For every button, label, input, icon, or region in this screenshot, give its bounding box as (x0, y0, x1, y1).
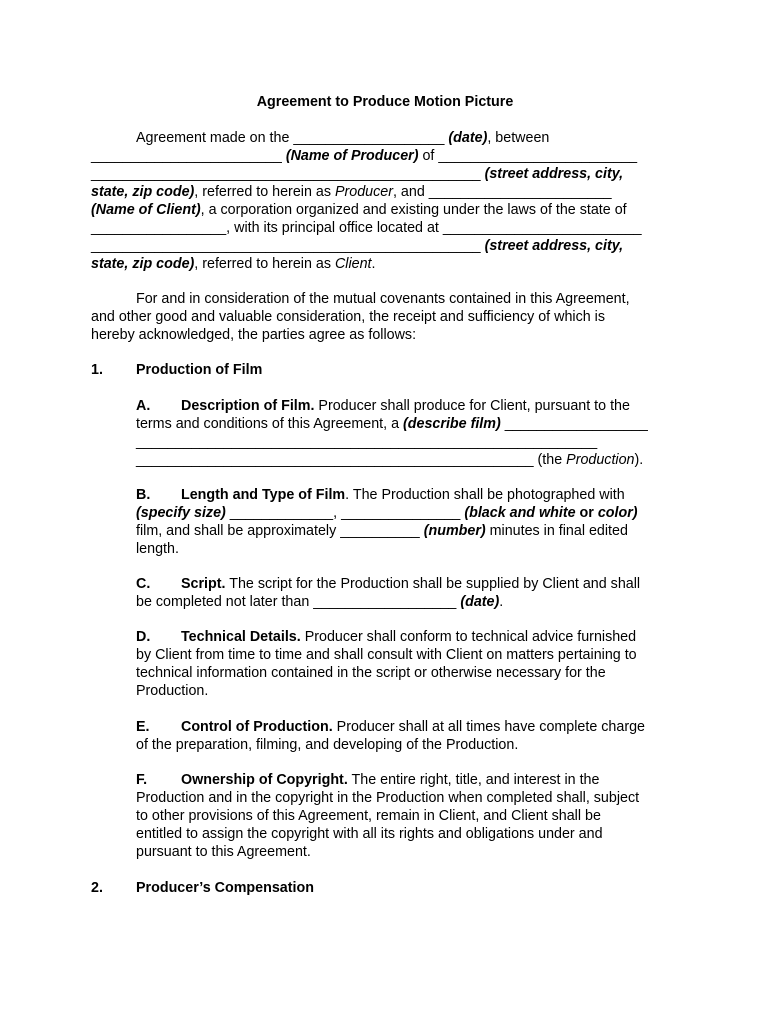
clause-f-line-1: Ownership of Copyright. The entire right, title, and interest in the (181, 772, 600, 788)
consideration-line-3: hereby acknowledged, the parties agree as follows: (91, 327, 417, 343)
clause-b-line-2: (specify size) _____________, _______________ (black and white or color) (136, 505, 638, 521)
clause-a-letter: A. (136, 398, 151, 414)
clause-f-line-5: pursuant to this Agreement. (136, 844, 311, 860)
section-1-heading: Production of Film (136, 362, 263, 378)
clause-f-line-4: entitled to assign the copyright with all its rights and obligations under and (136, 826, 603, 842)
intro-line-2: ________________________ (Name of Producer) of _________________________ (91, 148, 638, 164)
clause-f-letter: F. (136, 772, 148, 788)
clause-d-letter: D. (136, 629, 151, 645)
clause-a-line-1: Description of Film. Producer shall produce for Client, pursuant to the (181, 398, 630, 414)
section-1-number: 1. (91, 362, 103, 378)
clause-d-line-2: by Client from time to time and shall consult with Client on matters pertaining to (136, 647, 637, 663)
clause-a-line-3: __________________________________________________________ (136, 434, 598, 450)
clause-d-line-4: Production. (136, 683, 209, 699)
clause-b-line-1: Length and Type of Film. The Production shall be photographed with (181, 487, 625, 503)
clause-b-letter: B. (136, 487, 151, 503)
clause-d-line-1: Technical Details. Producer shall conform to technical advice furnished (181, 629, 637, 645)
intro-line-7: _________________________________________________ (street address, city, (91, 238, 624, 254)
section-2-number: 2. (91, 880, 103, 896)
clause-c-line-2: be completed not later than __________________ (date). (136, 594, 504, 610)
clause-b-line-4: length. (136, 541, 179, 557)
clause-e-line-1: Control of Production. Producer shall at all times have complete charge (181, 719, 645, 735)
clause-c-line-1: Script. The script for the Production shall be supplied by Client and shall (181, 576, 641, 592)
clause-e-letter: E. (136, 719, 150, 735)
clause-c-letter: C. (136, 576, 151, 592)
intro-line-6: _________________, with its principal office located at _________________________ (91, 220, 642, 236)
clause-e-line-2: of the preparation, filming, and developing of the Production. (136, 737, 519, 753)
clause-f-line-3: to other provisions of this Agreement, remain in Client, and Client shall be (136, 808, 601, 824)
intro-line-5: (Name of Client), a corporation organized and existing under the laws of the state of (91, 202, 627, 218)
document-title: Agreement to Produce Motion Picture (256, 94, 514, 110)
consideration-line-1: For and in consideration of the mutual covenants contained in this Agreement, (136, 291, 630, 307)
intro-line-1: Agreement made on the ___________________ (date), between (136, 130, 550, 146)
intro-line-3: _________________________________________________ (street address, city, (91, 166, 624, 182)
clause-a-line-2: terms and conditions of this Agreement, a (describe film) __________________ (136, 416, 648, 432)
intro-line-8: state, zip code), referred to herein as Client. (91, 256, 376, 272)
clause-d-line-3: technical information contained in the script or otherwise necessary for the (136, 665, 606, 681)
clause-f-line-2: Production and in the copyright in the Production when completed shall, subject (136, 790, 640, 806)
consideration-line-2: and other good and valuable consideration, the receipt and sufficiency of which is (91, 309, 605, 325)
section-2-heading: Producer’s Compensation (136, 880, 314, 896)
clause-b-line-3: film, and shall be approximately __________ (number) minutes in final edited (136, 523, 628, 539)
intro-line-4: state, zip code), referred to herein as Producer, and _______________________ (91, 184, 612, 200)
clause-a-line-4: __________________________________________________ (the Production). (136, 452, 644, 468)
